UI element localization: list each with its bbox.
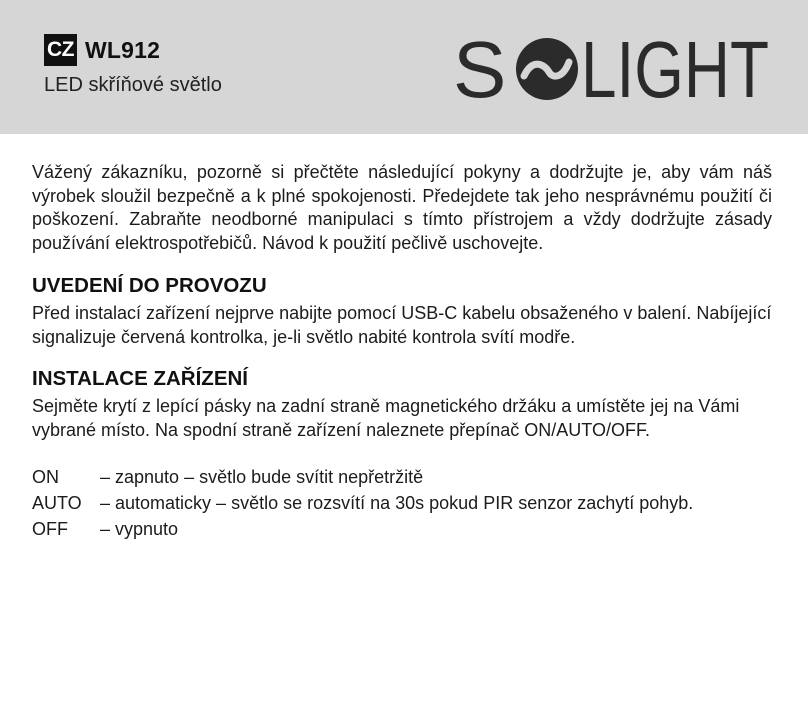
manual-body (32, 161, 772, 542)
mode-row-on (32, 464, 772, 490)
section-title-installation: INSTALACE ZAŘÍZENÍ (32, 367, 249, 390)
wave-circle-icon (516, 38, 578, 100)
model-number: WL912 (85, 36, 161, 63)
mode-description: – zapnuto – světlo bude svítit nepřetržitě (100, 467, 424, 487)
language-badge: CZ (44, 34, 77, 66)
switch-modes-list (32, 464, 772, 542)
mode-description: – automaticky – světlo se rozsvítí na 30s pokud PIR senzor zachytí pohyb. (100, 493, 694, 513)
section-title-startup: UVEDENÍ DO PROVOZU (32, 274, 267, 297)
intro-paragraph: Vážený zákazníku, pozorně si přečtěte následující pokyny a dodržujte je, aby vám náš výrobek sloužil bezpečně a k plné spokojenosti. Předejdete tak jeho nesprávnému použití či poškození. Zabraňte neodborné manipulaci s tímto přístrojem a vždy dodržujte zásady používání elektrospotřebičů. Návod k použití pečlivě uschovejte. (32, 162, 772, 253)
mode-row-off (32, 516, 772, 542)
logo-letter-s: S (453, 25, 507, 114)
mode-description: – vypnuto (100, 519, 179, 539)
logo-word-light: LIGHT (581, 25, 769, 114)
header-band (0, 0, 808, 134)
solight-logo (453, 25, 771, 114)
mode-key: OFF (32, 519, 68, 539)
model-row (44, 33, 160, 67)
mode-row-auto (32, 490, 772, 516)
section-text-startup: Před instalací zařízení nejprve nabijte pomocí USB-C kabelu obsaženého v balení. Nabíjející signalizuje červená kontrolka, je-li světlo nabité kontrola svítí modře. (32, 303, 772, 347)
mode-key: ON (32, 467, 59, 487)
mode-key: AUTO (32, 493, 82, 513)
product-name: LED skříňové světlo (44, 74, 222, 96)
section-text-installation: Sejměte krytí z lepící pásky na zadní straně magnetického držáku a umístěte jej na Vámi vybrané místo. Na spodní straně zařízení naleznete přepínač ON/AUTO/OFF. (32, 396, 740, 440)
